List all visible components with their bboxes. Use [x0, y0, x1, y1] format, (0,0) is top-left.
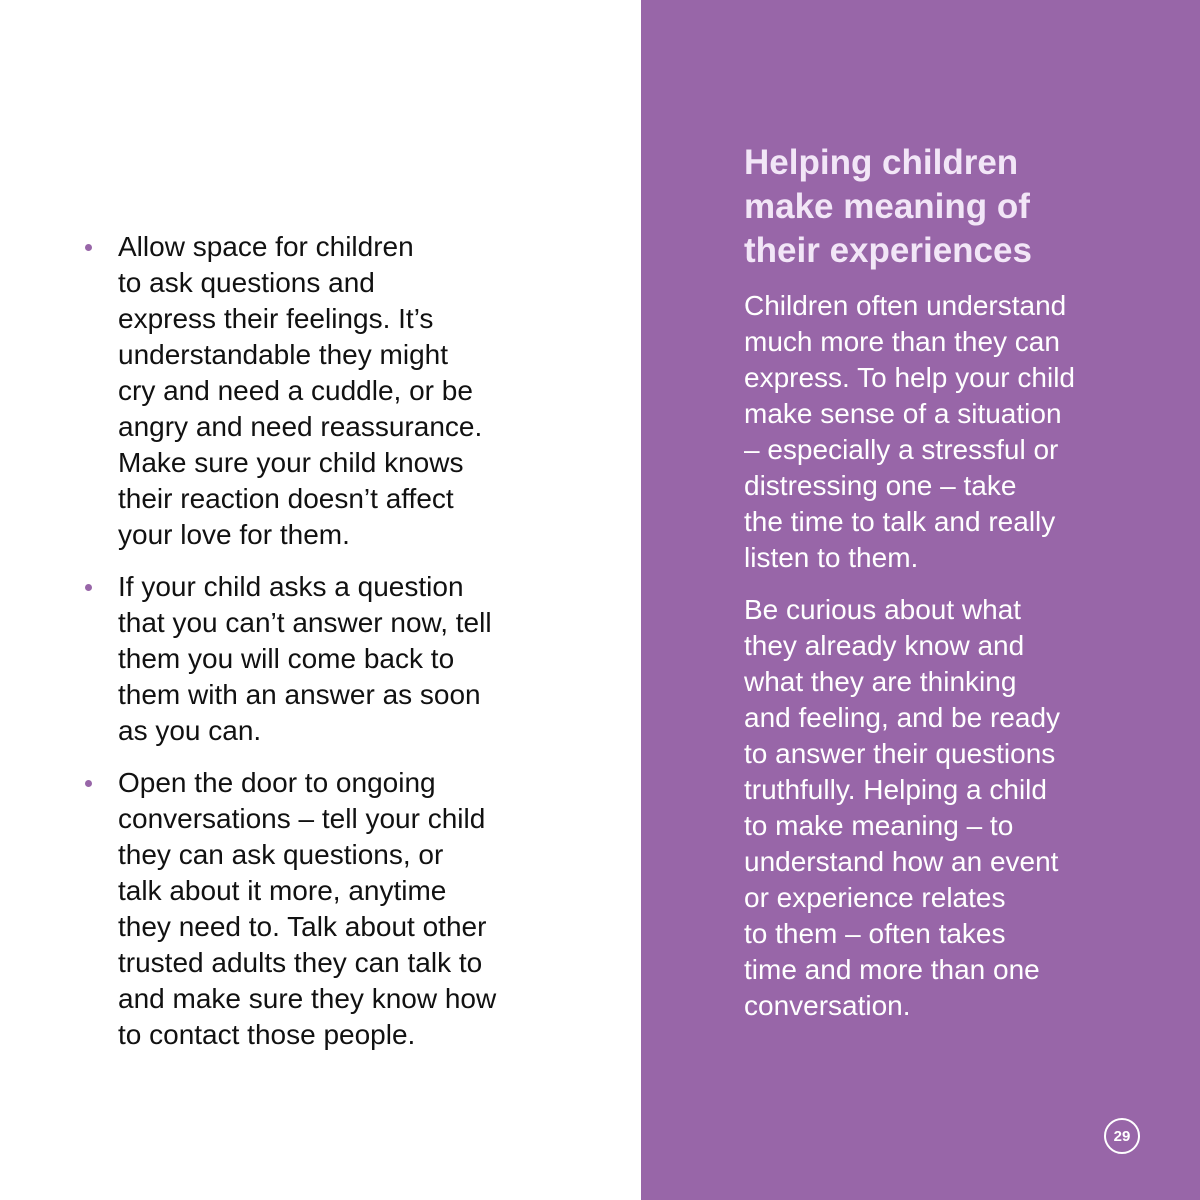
right-column-panel [641, 0, 1200, 1200]
section-heading: Helping children make meaning of their experiences [744, 143, 1032, 270]
bullet-dot-icon [85, 780, 92, 787]
list-item [118, 569, 538, 749]
page-number-badge [1104, 1118, 1140, 1154]
list-item [118, 229, 538, 553]
bullet-text: Open the door to ongoing conversations – tell your child they can ask questions, or talk about it more, anytime they need to. Talk about other trusted adults they can talk to and make sure they know how to contact those people. [118, 767, 497, 1050]
bullet-text: If your child asks a question that you can’t answer now, tell them you will come back to them with an answer as soon as you can. [118, 571, 492, 746]
bullet-list [118, 229, 538, 1069]
bullet-dot-icon [85, 584, 92, 591]
bullet-text: Allow space for children to ask questions and express their feelings. It’s understandable they might cry and need a cuddle, or be angry and need reassurance. Make sure your child knows their reaction doesn’t affect your love for them. [118, 231, 483, 550]
paragraphs [744, 288, 1144, 1040]
page-number: 29 [1113, 1127, 1131, 1145]
body-paragraph: Be curious about what they already know and what they are thinking and feeling, and be ready to answer their questions truthfully. Helping a child to make meaning – to understand how an event or experience relates to them – often takes time and more than one conversation. [744, 594, 1061, 1021]
bullet-dot-icon [85, 244, 92, 251]
list-item [118, 765, 538, 1053]
body-paragraph: Children often understand much more than they can express. To help your child make sense of a situation – especially a stressful or distressing one – take the time to talk and really listen to them. [744, 290, 1075, 573]
